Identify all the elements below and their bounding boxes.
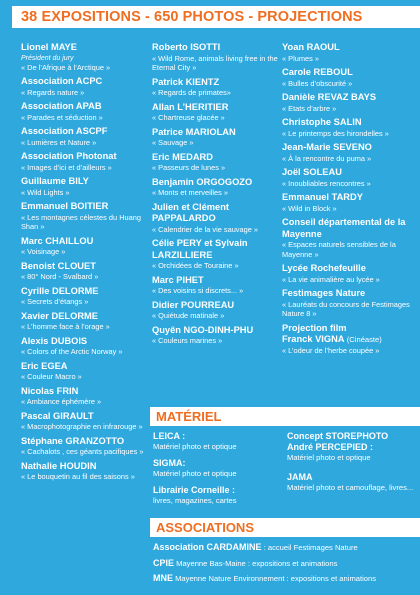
exhibitor-entry [282, 92, 416, 113]
exhibition-title: « Regards de primates» [152, 88, 231, 97]
exhibitor-entry [282, 167, 416, 188]
exhibitor-name: Emmanuel TARDY [282, 192, 363, 202]
sponsor-description: Matériel photo et optique [153, 469, 237, 478]
banner-title: 38 EXPOSITIONS - 650 PHOTOS - PROJECTIONS [21, 9, 363, 25]
sponsor-name-secondary: André PERCEPIED : [287, 442, 374, 452]
exhibitor-entry [282, 42, 416, 63]
exhibitor-name: Eric MEDARD [152, 151, 213, 162]
exhibition-title: « 80° Nord - Svalbard » [21, 272, 99, 281]
projection-author-source: (Cinéaste) [346, 335, 382, 344]
exhibitor-name: Roberto ISOTTI [152, 42, 221, 52]
exhibitor-name: Lycée Rochefeuille [282, 263, 366, 273]
association-entry [153, 573, 376, 584]
exhibitor-entry [21, 311, 145, 332]
exhibitor-entry [152, 202, 280, 235]
exhibitor-entry [152, 325, 280, 346]
exhibition-title: « Sauvage » [152, 138, 194, 147]
exhibition-title: « Wild Lights » [21, 187, 70, 197]
exhibitor-name: Marc CHAILLOU [21, 235, 94, 246]
projection-author-name: Franck VIGNA [282, 334, 345, 344]
association-name: MNE [153, 573, 173, 583]
exhibitor-entry [152, 152, 280, 173]
exhibition-title: « Bulles d’obscurité » [282, 78, 353, 88]
projection-entry [282, 323, 416, 356]
sponsor-description: Matériel photo et optique [287, 453, 371, 462]
exhibition-title: « Le printemps des hirondelles » [282, 128, 389, 138]
sponsor-name: SIGMA: [153, 458, 186, 468]
exhibitor-name: Stéphane GRANZOTTO [21, 435, 125, 446]
associations-section-header [150, 518, 420, 537]
exhibitor-entry [21, 436, 145, 457]
exhibitor-name: Association ACPC [21, 76, 103, 86]
exhibition-title: « Ambiance éphémère » [21, 397, 102, 406]
association-description: Mayenne Bas-Maine : expositions et animations [174, 559, 338, 568]
exhibitor-name: Xavier DELORME [21, 310, 98, 321]
exhibition-title: « Lauréats du concours de Festimages Nature 8 » [282, 299, 410, 318]
exhibitor-entry [21, 286, 145, 307]
associations-heading: ASSOCIATIONS [156, 520, 254, 535]
exhibitor-name: Allan L’HERITIER [152, 101, 229, 112]
exhibitor-name: Pascal GIRAULT [21, 410, 94, 421]
exhibitor-name: Marc PIHET [152, 274, 204, 285]
exhibition-title: « L’homme face à l’orage » [21, 322, 110, 331]
exhibitor-entry [152, 102, 280, 123]
exhibition-title: « Wild in Block » [282, 203, 337, 213]
projection-author [282, 334, 416, 346]
exhibition-title: « Calendrier de la vie sauvage » [152, 224, 258, 234]
exhibitors-column-3 [282, 42, 416, 359]
exhibition-title: « Orchidées de Touraine » [152, 261, 239, 270]
exhibition-title: « Quiétude matinale » [152, 311, 225, 320]
association-entry [153, 558, 337, 569]
exhibition-title: « La vie animalière au lycée » [282, 274, 380, 284]
exhibitor-entry [152, 238, 280, 271]
exhibitors-column-2 [152, 42, 280, 350]
exhibition-title: « Cachalots , ces géants pacifiques » [21, 447, 144, 456]
exhibitors-column-1 [21, 42, 145, 486]
exhibition-title: « Chartreuse glacée » [152, 113, 225, 122]
exhibitor-name: Alexis DUBOIS [21, 335, 88, 346]
exhibitor-entry [152, 42, 280, 73]
exhibitor-name: Lionel MAYE [21, 42, 77, 52]
exhibitor-entry [21, 236, 145, 257]
exhibitor-entry [21, 176, 145, 197]
header-banner [0, 0, 420, 28]
exhibitor-entry [21, 151, 145, 172]
exhibitor-entry [21, 361, 145, 382]
exhibition-title: « Plumes » [282, 53, 319, 63]
exhibitor-name: Eric EGEA [21, 360, 68, 371]
exhibitor-entry [21, 42, 145, 72]
exhibitor-entry [152, 300, 280, 321]
exhibitor-name: Julien et Clément PAPPALARDO [152, 201, 229, 223]
exhibitor-entry [282, 263, 416, 284]
exhibitor-entry [152, 127, 280, 148]
projection-title: « L’odeur de l’herbe coupée » [282, 345, 380, 355]
sponsor-entry [287, 472, 415, 493]
sponsor-entry [153, 485, 281, 506]
exhibitor-name: Emmanuel BOITIER [21, 201, 109, 211]
exhibitor-name: Conseil départemental de la Mayenne [282, 217, 406, 239]
exhibition-title: « Images d’ici et d’ailleurs » [21, 162, 112, 172]
exhibitor-name: Association Photonat [21, 151, 117, 161]
exhibition-title: « Parades et séduction » [21, 112, 103, 122]
exhibition-title: « Inoubliables rencontres » [282, 178, 371, 188]
exhibitor-entry [21, 411, 145, 432]
exhibitor-entry [21, 101, 145, 122]
exhibitor-entry [21, 261, 145, 282]
exhibitor-name: Benoist CLOUET [21, 260, 96, 271]
exhibitor-name: Cyrille DELORME [21, 285, 99, 296]
exhibition-title: « Monts et merveilles » [152, 188, 228, 197]
exhibitor-entry [282, 288, 416, 319]
association-description: Mayenne Nature Environnement : expositions et animations [173, 574, 377, 583]
exhibitor-entry [21, 201, 145, 232]
exhibition-title: « Couleurs marines » [152, 336, 223, 345]
exhibition-title: « Regards nature » [21, 87, 85, 97]
exhibitor-role: Président du jury [21, 54, 74, 62]
exhibition-title: « Des voisins si discrets... » [152, 286, 244, 295]
sponsor-entry [153, 431, 281, 452]
exhibitor-name: Célie PERY et Sylvain LARZILLIERE [152, 238, 248, 260]
sponsor-name: LEICA : [153, 431, 186, 441]
exhibition-title: « Colors of the Arctic Norway » [21, 347, 123, 356]
sponsor-description: livres, magazines, cartes [153, 496, 237, 505]
exhibitor-name: Danièle REVAZ BAYS [282, 92, 377, 102]
exhibition-title: « Passeurs de lunes » [152, 163, 226, 172]
materiel-section-header [150, 407, 420, 426]
exhibitor-entry [282, 117, 416, 138]
exhibitor-entry [21, 126, 145, 147]
exhibition-title: « Les montagnes célestes du Huang Shan » [21, 212, 141, 231]
exhibitor-name: Joël SOLEAU [282, 167, 342, 177]
exhibitor-name: Association APAB [21, 101, 102, 111]
exhibitor-entry [21, 386, 145, 407]
association-description: : accueil Festimages Nature [261, 543, 358, 552]
exhibitor-entry [282, 67, 416, 88]
sponsor-description: Matériel photo et camouflage, livres... [287, 483, 414, 492]
sponsor-description: Matériel photo et optique [153, 442, 237, 451]
association-name: Association CARDAMINE [153, 542, 262, 552]
exhibitor-entry [282, 142, 416, 163]
sponsor-name: Librairie Corneille : [153, 485, 236, 495]
exhibitor-name: Didier POURREAU [152, 299, 235, 310]
exhibitor-name: Yoan RAOUL [282, 42, 340, 52]
exhibitor-entry [21, 461, 145, 482]
exhibitor-entry [152, 77, 280, 98]
association-name: CPIE [153, 558, 175, 568]
exhibition-title: « Couleur Macro » [21, 372, 82, 381]
exhibition-title: « Macrophotographie en infrarouge » [21, 422, 143, 431]
exhibition-title: « Wild Rome, animals living free in the Eternal City » [152, 53, 278, 72]
projection-label: Projection film [282, 322, 347, 333]
exhibitor-entry [152, 177, 280, 198]
exhibitor-entry [21, 336, 145, 357]
sponsor-entry [153, 458, 281, 479]
exhibition-title: « Voisinage » [21, 247, 66, 256]
sponsor-entry [287, 431, 417, 463]
exhibition-title: « De l’Afrique à l’Arctique » [21, 62, 111, 72]
exhibitor-entry [152, 275, 280, 296]
exhibitor-name: Festimages Nature [282, 288, 366, 298]
exhibition-title: « Etats d’arbre » [282, 103, 337, 113]
exhibitor-name: Nicolas FRIN [21, 385, 79, 396]
exhibitor-name: Carole REBOUL [282, 67, 353, 77]
exhibitor-name: Guillaume BILY [21, 176, 89, 186]
exhibitor-name: Patrick KIENTZ [152, 76, 220, 87]
association-entry [153, 542, 358, 553]
materiel-heading: MATÉRIEL [156, 409, 222, 424]
exhibitor-name: Jean-Marie SEVENO [282, 142, 372, 152]
exhibition-title: « Lumières et Nature » [21, 137, 97, 147]
exhibitor-name: Benjamin ORGOGOZO [152, 176, 253, 187]
exhibitor-entry [282, 217, 416, 259]
exhibitor-name: Nathalie HOUDIN [21, 460, 97, 471]
exhibition-title: « À la rencontre du puma » [282, 153, 372, 163]
sponsor-name: Concept STOREPHOTO [287, 431, 389, 441]
exhibition-title: « Secrets d’étangs » [21, 297, 89, 306]
exhibitor-name: Christophe SALIN [282, 117, 362, 127]
exhibitor-name: Association ASCPF [21, 126, 108, 136]
exhibitor-entry [21, 76, 145, 97]
sponsor-name: JAMA [287, 472, 313, 482]
exhibition-title: « Le bouquetin au fil des saisons » [21, 472, 135, 481]
exhibitor-entry [282, 192, 416, 213]
exhibitor-name: Patrice MARIOLAN [152, 126, 236, 137]
exhibitor-name: Quyên NGO-DINH-PHU [152, 324, 254, 335]
exhibition-title: « Espaces naturels sensibles de la Mayenne » [282, 240, 396, 259]
